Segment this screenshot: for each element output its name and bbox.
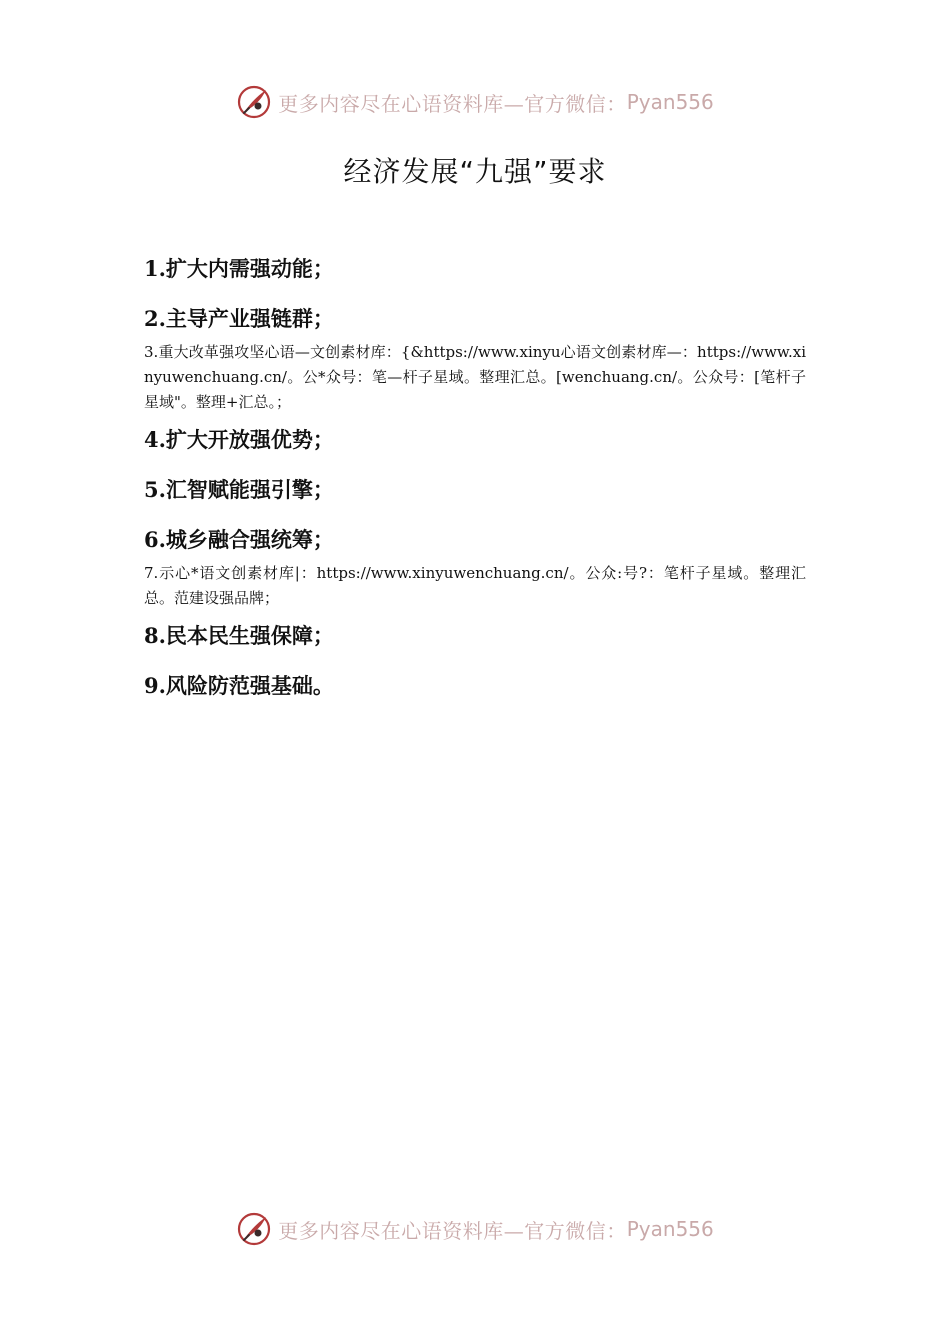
watermark-wechat-id: Pyan556 (626, 90, 714, 114)
list-item-1: 1.扩大内需强动能； (144, 256, 334, 281)
document-title: 经济发展“九强”要求 (343, 155, 607, 188)
watermark-wechat-id: Pyan556 (626, 1217, 714, 1241)
list-item-6: 6.城乡融合强统筹； (144, 527, 334, 552)
watermark-text: 更多内容尽在心语资料库—官方微信： (278, 91, 627, 116)
header-watermark (0, 84, 950, 120)
quill-pen-logo-icon (236, 84, 272, 120)
list-item-7: 7.示心*语文创素材库|：https://www.xinyuwenchuang.cn/。公众:号?：笔杆子星域。整理汇总。范建设强品牌； (144, 564, 806, 607)
document-body (144, 252, 806, 703)
list-item-8: 8.民本民生强保障； (144, 623, 334, 648)
list-item-2: 2.主导产业强链群； (144, 306, 334, 331)
quill-pen-logo-icon (236, 1211, 272, 1247)
footer-watermark (0, 1211, 950, 1247)
list-item-9: 9.风险防范强基础。 (144, 673, 334, 698)
watermark-text: 更多内容尽在心语资料库—官方微信： (278, 1218, 627, 1243)
list-item-3: 3.重大改革强攻坚心语—文创素材库：{&https://www.xinyu心语文创素材库—：https://www.xinyuwenchuang.cn/。公*众号：笔—杆子星域。整理汇总。[wenchuang.cn/。公众号：[笔杆子星域"。整理+汇总。； (144, 343, 806, 411)
list-item-4: 4.扩大开放强优势； (144, 427, 334, 452)
list-item-5: 5.汇智赋能强引擎； (144, 477, 334, 502)
